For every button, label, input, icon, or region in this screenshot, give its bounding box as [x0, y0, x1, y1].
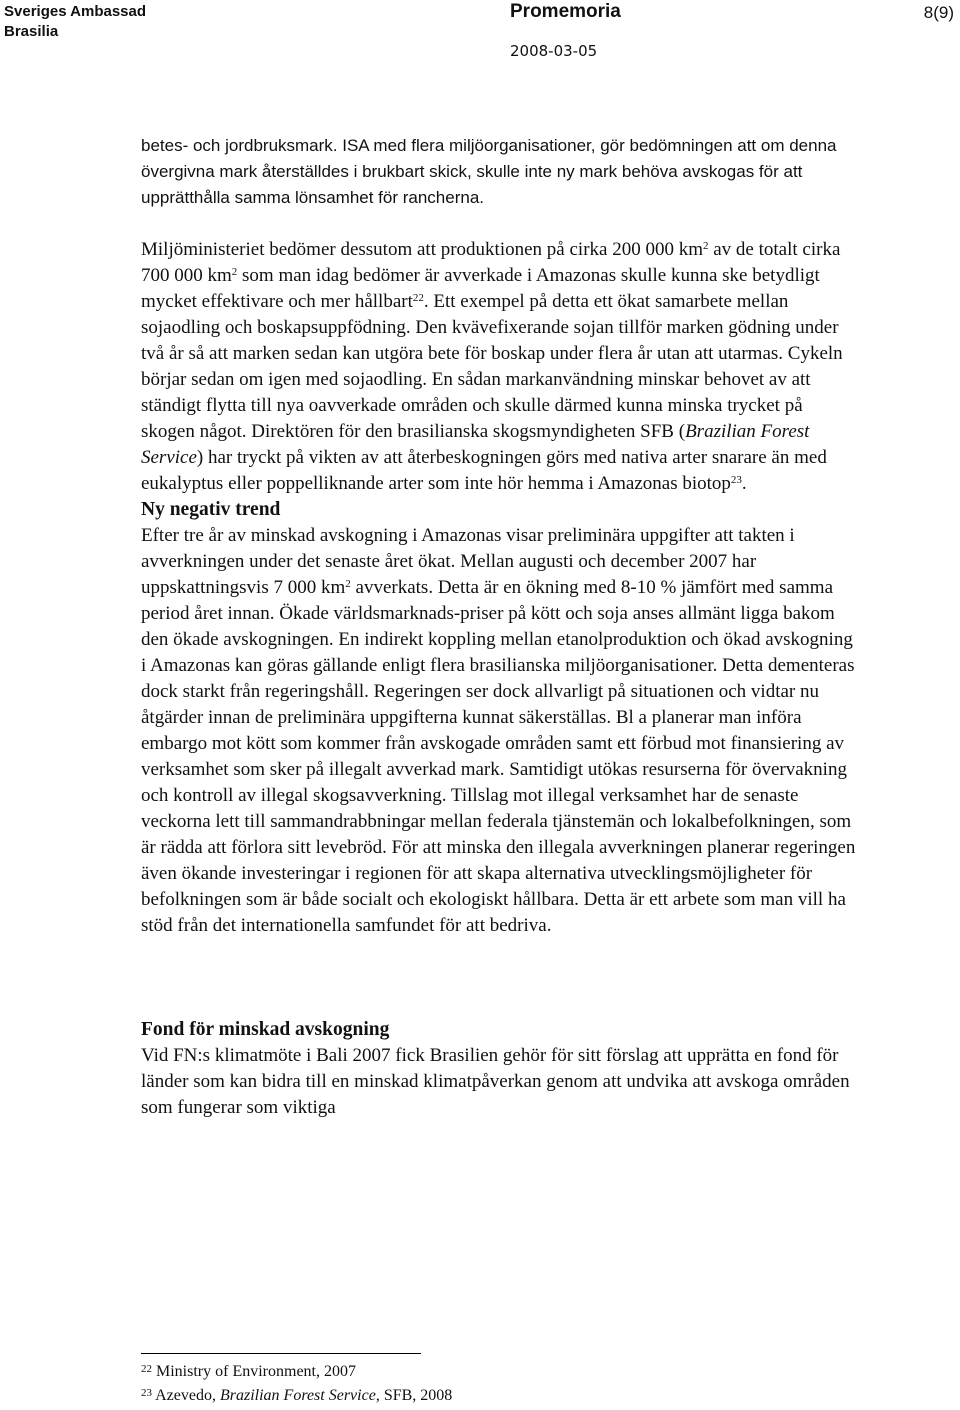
- letterhead: [4, 2, 146, 42]
- page-number: 8(9): [923, 3, 954, 22]
- section-heading-ny-negativ-trend: Ny negativ trend: [141, 499, 281, 520]
- footnote-ref-22[interactable]: 22: [412, 292, 424, 304]
- text-run: . Ett exempel på detta ett ökat samarbete mellan sojaodling och boskapsuppfödning. Den kvävefixerande sojan tillför marken gödning under två år så att marken sedan kan utgöra bete för boskap under flera år utan att utarmas. Cykeln börjar sedan om igen med sojaodling. En sådan markanvändning minskar behovet av att ständigt flytta till nya oavverkade områden och skulle därmed kunna minska trycket på skogen något. Direktören för den brasilianska skogsmyndigheten SFB (: [141, 291, 843, 442]
- text-run: av de totalt cirka 700 000 km: [141, 239, 841, 286]
- paragraph-3: [141, 523, 861, 939]
- footnote-text: Azevedo,: [155, 1387, 220, 1404]
- footnote-divider: [141, 1353, 421, 1354]
- footnote-22: [141, 1360, 452, 1384]
- footnote-text: Ministry of Environment, 2007: [156, 1363, 356, 1380]
- paragraph-1: betes- och jordbruksmark. ISA med flera miljöorganisationer, gör bedömningen att om denna övergivna mark återställdes i brukbart skick, skulle inte ny mark behöva avskogas för att upprätthålla samma lönsamhet för rancherna.: [141, 136, 837, 207]
- document-body: [141, 133, 861, 1121]
- footnote-number: 22: [141, 1363, 152, 1375]
- document-date: 2008-03-05: [510, 42, 598, 60]
- org-name: Sveriges Ambassad: [4, 3, 147, 20]
- footnote-number: 23: [141, 1387, 152, 1399]
- text-run: .: [741, 473, 747, 494]
- text-run: avverkats. Detta är en ökning med 8-10 % jämfört med samma period året innan. Ökade världsmarknads-priser på kött och soja anses allmänt ligga bakom den ökade avskogningen. En indirekt koppling mellan etanolproduktion och ökad avskogning i Amazonas kan göras gällande enligt flera brasilianska miljöorganisationer. Detta dementeras dock starkt från regeringshåll. Regeringen ser dock allvarligt på situationen och vidtar nu åtgärder innan de preliminära uppgifterna kunnat säkerställas. Bl a planerar man införa embargo mot kött som kommer från avskogade områden samt ett förbud mot finansiering av verksamhet som sker på illegalt avverkad mark. Samtidigt utökas resurserna för övervakning och kontroll av illegal skogsavverkning. Tillslag mot illegal verksamhet har de senaste veckorna lett till sammandrabbningar mellan federala tjänstemän och lokalbefolkningen, som är rädda att förlora sitt levebröd. För att minska den illegala avverkningen planerar regeringen även ökande investeringar i regionen för att skapa alternativa utvecklingsmöjligheter för befolkningen som är både socialt och ekologiskt hållbara. Detta är ett arbete som man vill ha stöd från det internationella samfundet för att bedriva.: [141, 577, 856, 936]
- italic-text: Brazilian Forest Service: [219, 1387, 376, 1404]
- org-city: Brasilia: [4, 23, 59, 40]
- text-run: ) har tryckt på vikten av att återbeskogningen görs med nativa arter snarare än med eukalyptus eller poppelliknande arter som inte hör hemma i Amazonas biotop: [141, 447, 827, 494]
- superscript: 2: [231, 266, 238, 278]
- footnotes: [141, 1360, 452, 1408]
- superscript: 2: [702, 240, 709, 252]
- document-title: Promemoria: [510, 1, 621, 22]
- text-run: Miljöministeriet bedömer dessutom att produktionen på cirka 200 000 km: [141, 239, 703, 260]
- footnote-text: , SFB, 2008: [375, 1387, 453, 1404]
- text-run: Efter tre år av minskad avskogning i Amazonas visar preliminära uppgifter att takten i avverkningen under det senaste året ökat. Mellan augusti och december 2007 har uppskattningsvis 7 000 km: [141, 525, 795, 598]
- section-heading-fond: Fond för minskad avskogning: [141, 1019, 390, 1040]
- italic-text: Brazilian Forest Service: [141, 421, 810, 468]
- text-run: som man idag bedömer är avverkade i Amazonas skulle kunna ske betydligt mycket effektivare och mer hållbart: [141, 265, 820, 312]
- footnote-ref-23[interactable]: 23: [730, 474, 742, 486]
- paragraph-2: [141, 237, 861, 497]
- paragraph-4: Vid FN:s klimatmöte i Bali 2007 fick Brasilien gehör för sitt förslag att upprätta en fond för länder som kan bidra till en minskad klimatpåverkan genom att undvika att avskoga områden som fungerar som viktiga: [141, 1045, 850, 1118]
- footnote-23: [141, 1384, 452, 1408]
- superscript: 2: [345, 578, 351, 590]
